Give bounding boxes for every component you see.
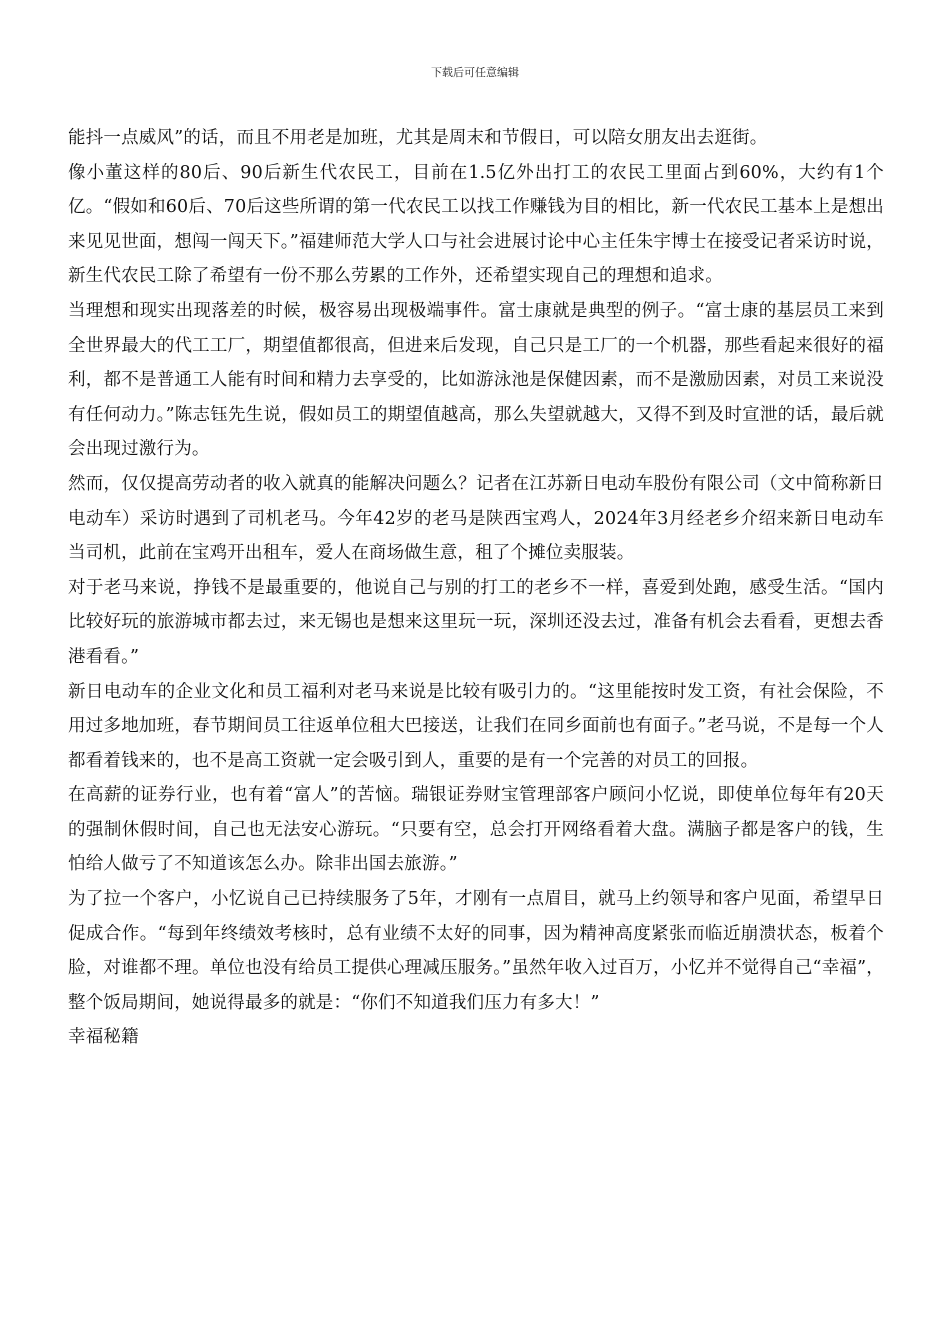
paragraph: 能抖一点威风”的话，而且不用老是加班，尤其是周末和节假日，可以陪女朋友出去逛街。 [68, 128, 768, 148]
page-header-note: 下载后可任意编辑 [431, 66, 519, 79]
paragraph: 新日电动车的企业文化和员工福利对老马来说是比较有吸引力的。“这里能按时发工资，有社会保险，不用过多地加班，春节期间员工往返单位租大巴接送，让我们在同乡面前也有面子。”老马说，不是每一个人都看着钱来的，也不是高工资就一定会吸引到人，重要的是有一个完善的对员工的回报。 [68, 681, 884, 771]
paragraph: 当理想和现实出现落差的时候，极容易出现极端事件。富士康就是典型的例子。“富士康的基层员工来到全世界最大的代工工厂，期望值都很高，但进来后发现，自己只是工厂的一个机器，那些看起来很好的福利，都不是普通工人能有时间和精力去享受的，比如游泳池是保健因素，而不是激励因素，对员工来说没有任何动力。”陈志钰先生说，假如员工的期望值越高，那么失望就越大，又得不到及时宣泄的话，最后就会出现过激行为。 [68, 300, 884, 460]
paragraph: 为了拉一个客户，小忆说自己已持续服务了5年，才刚有一点眉目，就马上约领导和客户见面，希望早日促成合作。“每到年终绩效考核时，总有业绩不太好的同事，因为精神高度紧张而临近崩溃状态，板着个脸，对谁都不理。单位也没有给员工提供心理减压服务。”虽然年收入过百万，小忆并不觉得自己“幸福”，整个饭局期间，她说得最多的就是：“你们不知道我们压力有多大！” [68, 889, 884, 1013]
paragraph: 然而，仅仅提高劳动者的收入就真的能解决问题么？记者在江苏新日电动车股份有限公司（文中简称新日电动车）采访时遇到了司机老马。今年42岁的老马是陕西宝鸡人，2024年3月经老乡介绍来新日电动车当司机，此前在宝鸡开出租车，爱人在商场做生意，租了个摊位卖服装。 [68, 473, 884, 564]
section-heading: 幸福秘籍 [68, 1027, 139, 1048]
document-body [68, 121, 884, 1055]
paragraph: 像小董这样的80后、90后新生代农民工，目前在1.5亿外出打工的农民工里面占到60%，大约有1个亿。“假如和60后、70后这些所谓的第一代农民工以找工作赚钱为目的相比，新一代农民工基本上是想出来见见世面，想闯一闯天下。”福建师范大学人口与社会进展讨论中心主任朱宇博士在接受记者采访时说，新生代农民工除了希望有一份不那么劳累的工作外，还希望实现自己的理想和追求。 [68, 162, 884, 287]
paragraph: 对于老马来说，挣钱不是最重要的，他说自己与别的打工的老乡不一样，喜爱到处跑，感受生活。“国内比较好玩的旅游城市都去过，来无锡也是想来这里玩一玩，深圳还没去过，准备有机会去看看，更想去香港看看。” [68, 577, 884, 667]
paragraph: 在高薪的证券行业，也有着“富人”的苦恼。瑞银证券财宝管理部客户顾问小忆说，即使单位每年有20天的强制休假时间，自己也无法安心游玩。“只要有空，总会打开网络看着大盘。满脑子都是客户的钱，生怕给人做亏了不知道该怎么办。除非出国去旅游。” [68, 785, 884, 875]
